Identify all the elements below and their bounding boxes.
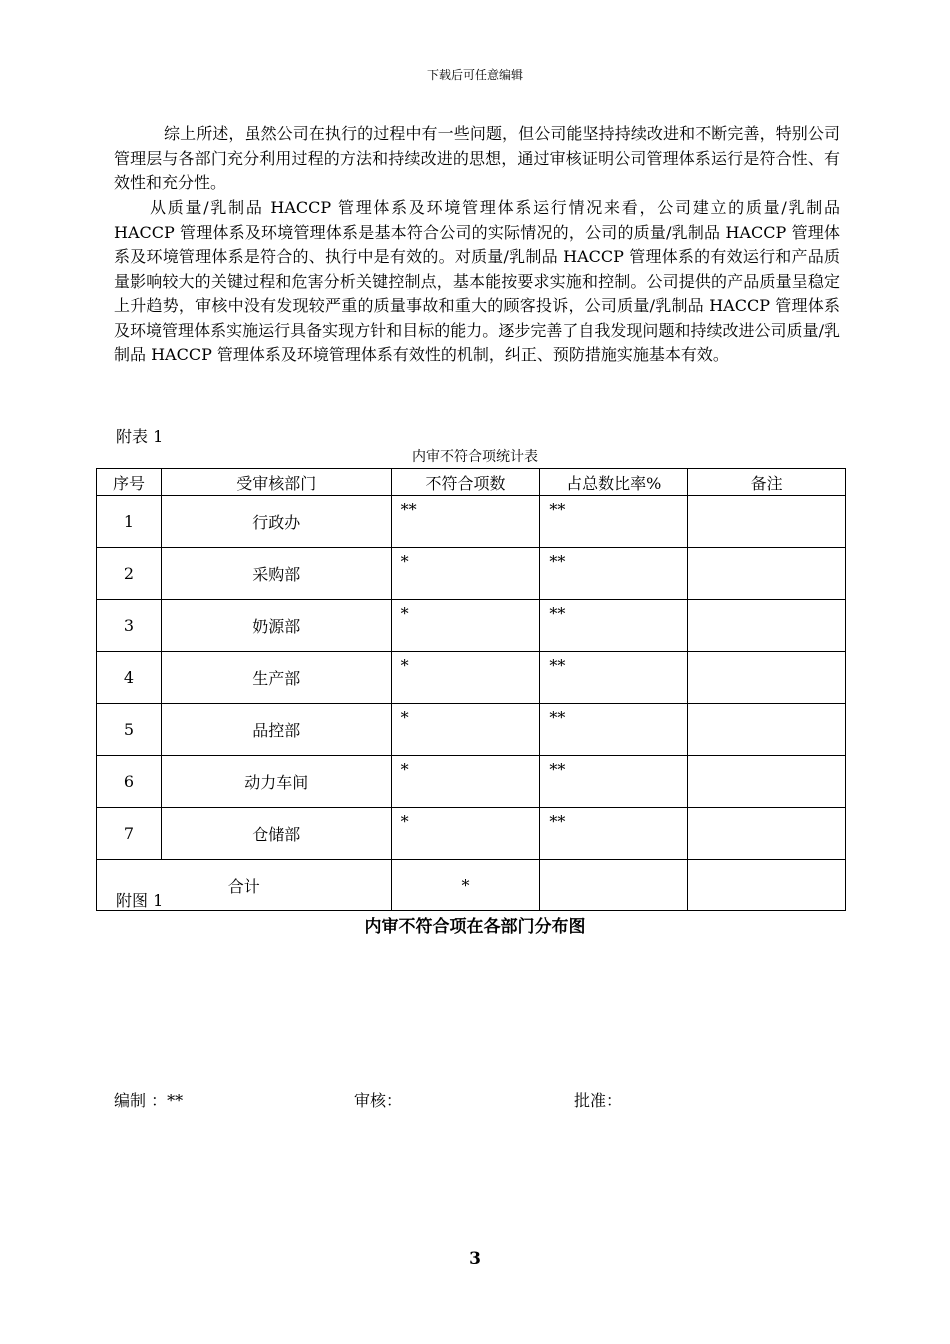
table-header-row [97, 469, 846, 496]
total-label: 合计 [97, 860, 392, 911]
row-count: * [391, 652, 540, 704]
row-count: * [391, 548, 540, 600]
table-row [97, 548, 846, 600]
header-dept: 受审核部门 [161, 469, 391, 496]
row-count: * [391, 756, 540, 808]
figure-title: 内审不符合项在各部门分布图 [364, 917, 586, 937]
header-ratio: 占总数比率% [540, 469, 688, 496]
table-row [97, 756, 846, 808]
summary-paragraph: 综上所述，虽然公司在执行的过程中有一些问题，但公司能坚持持续改进和不断完善，特别公司管理层与各部门充分利用过程的方法和持续改进的思想，通过审核证明公司管理体系运行是符合性、有效性和充分性。 [114, 124, 840, 192]
row-note [688, 548, 846, 600]
row-count: * [391, 704, 540, 756]
row-no: 2 [97, 548, 162, 600]
row-ratio: ** [540, 548, 688, 600]
row-count: * [391, 600, 540, 652]
row-ratio: ** [540, 496, 688, 548]
approved-by: 批准： [574, 1091, 623, 1110]
table-row [97, 600, 846, 652]
header-note: 备注 [688, 469, 846, 496]
row-note [688, 756, 846, 808]
row-no: 4 [97, 652, 162, 704]
table-row [97, 652, 846, 704]
reviewed-by: 审核： [354, 1091, 403, 1110]
row-note [688, 808, 846, 860]
row-note [688, 652, 846, 704]
row-dept: 奶源部 [161, 600, 391, 652]
nonconformity-stats-table [96, 468, 846, 911]
row-dept: 生产部 [161, 652, 391, 704]
row-note [688, 600, 846, 652]
row-no: 1 [97, 496, 162, 548]
row-dept: 行政办 [161, 496, 391, 548]
row-count: ** [391, 496, 540, 548]
header-count: 不符合项数 [391, 469, 540, 496]
row-ratio: ** [540, 704, 688, 756]
header-note: 下载后可任意编辑 [426, 68, 523, 82]
analysis-paragraph: 从质量/乳制品 HACCP 管理体系及环境管理体系运行情况来看，公司建立的质量/乳制品 HACCP 管理体系及环境管理体系是基本符合公司的实际情况的，公司的质量/乳制品 HACCP 管理体系及环境管理体系是符合的、执行中是有效的。对质量/乳制品 HACCP 管理体系的有效运行和产品质量影响较大的关键过程和危害分析关键控制点，基本能按要求实施和控制。公司提供的产品质量呈稳定上升趋势，审核中没有发现较严重的质量事故和重大的顾客投诉，公司质量/乳制品 HACCP 管理体系及环境管理体系实施运行具备实现方针和目标的能力。逐步完善了自我发现问题和持续改进公司质量/乳制品 HACCP 管理体系及环境管理体系有效性的机制，纠正、预防措施实施基本有效。 [114, 198, 840, 364]
row-ratio: ** [540, 600, 688, 652]
row-no: 3 [97, 600, 162, 652]
total-ratio [540, 860, 688, 911]
table-row [97, 808, 846, 860]
table-row [97, 704, 846, 756]
total-note [688, 860, 846, 911]
row-no: 5 [97, 704, 162, 756]
table-title: 内审不符合项统计表 [412, 449, 538, 465]
row-note [688, 496, 846, 548]
appendix-figure-label: 附图 1 [116, 891, 164, 910]
row-no: 7 [97, 808, 162, 860]
row-ratio: ** [540, 652, 688, 704]
row-count: * [391, 808, 540, 860]
row-ratio: ** [540, 808, 688, 860]
row-no: 6 [97, 756, 162, 808]
row-dept: 动力车间 [161, 756, 391, 808]
row-ratio: ** [540, 756, 688, 808]
row-dept: 品控部 [161, 704, 391, 756]
row-dept: 仓储部 [161, 808, 391, 860]
compiled-by: 编制 ：** [114, 1091, 184, 1110]
header-no: 序号 [97, 469, 162, 496]
row-dept: 采购部 [161, 548, 391, 600]
appendix-table-label: 附表 1 [116, 427, 164, 446]
page-number: 3 [469, 1249, 481, 1269]
table-row [97, 496, 846, 548]
row-note [688, 704, 846, 756]
total-count: * [391, 860, 540, 911]
table-total-row [97, 860, 846, 911]
